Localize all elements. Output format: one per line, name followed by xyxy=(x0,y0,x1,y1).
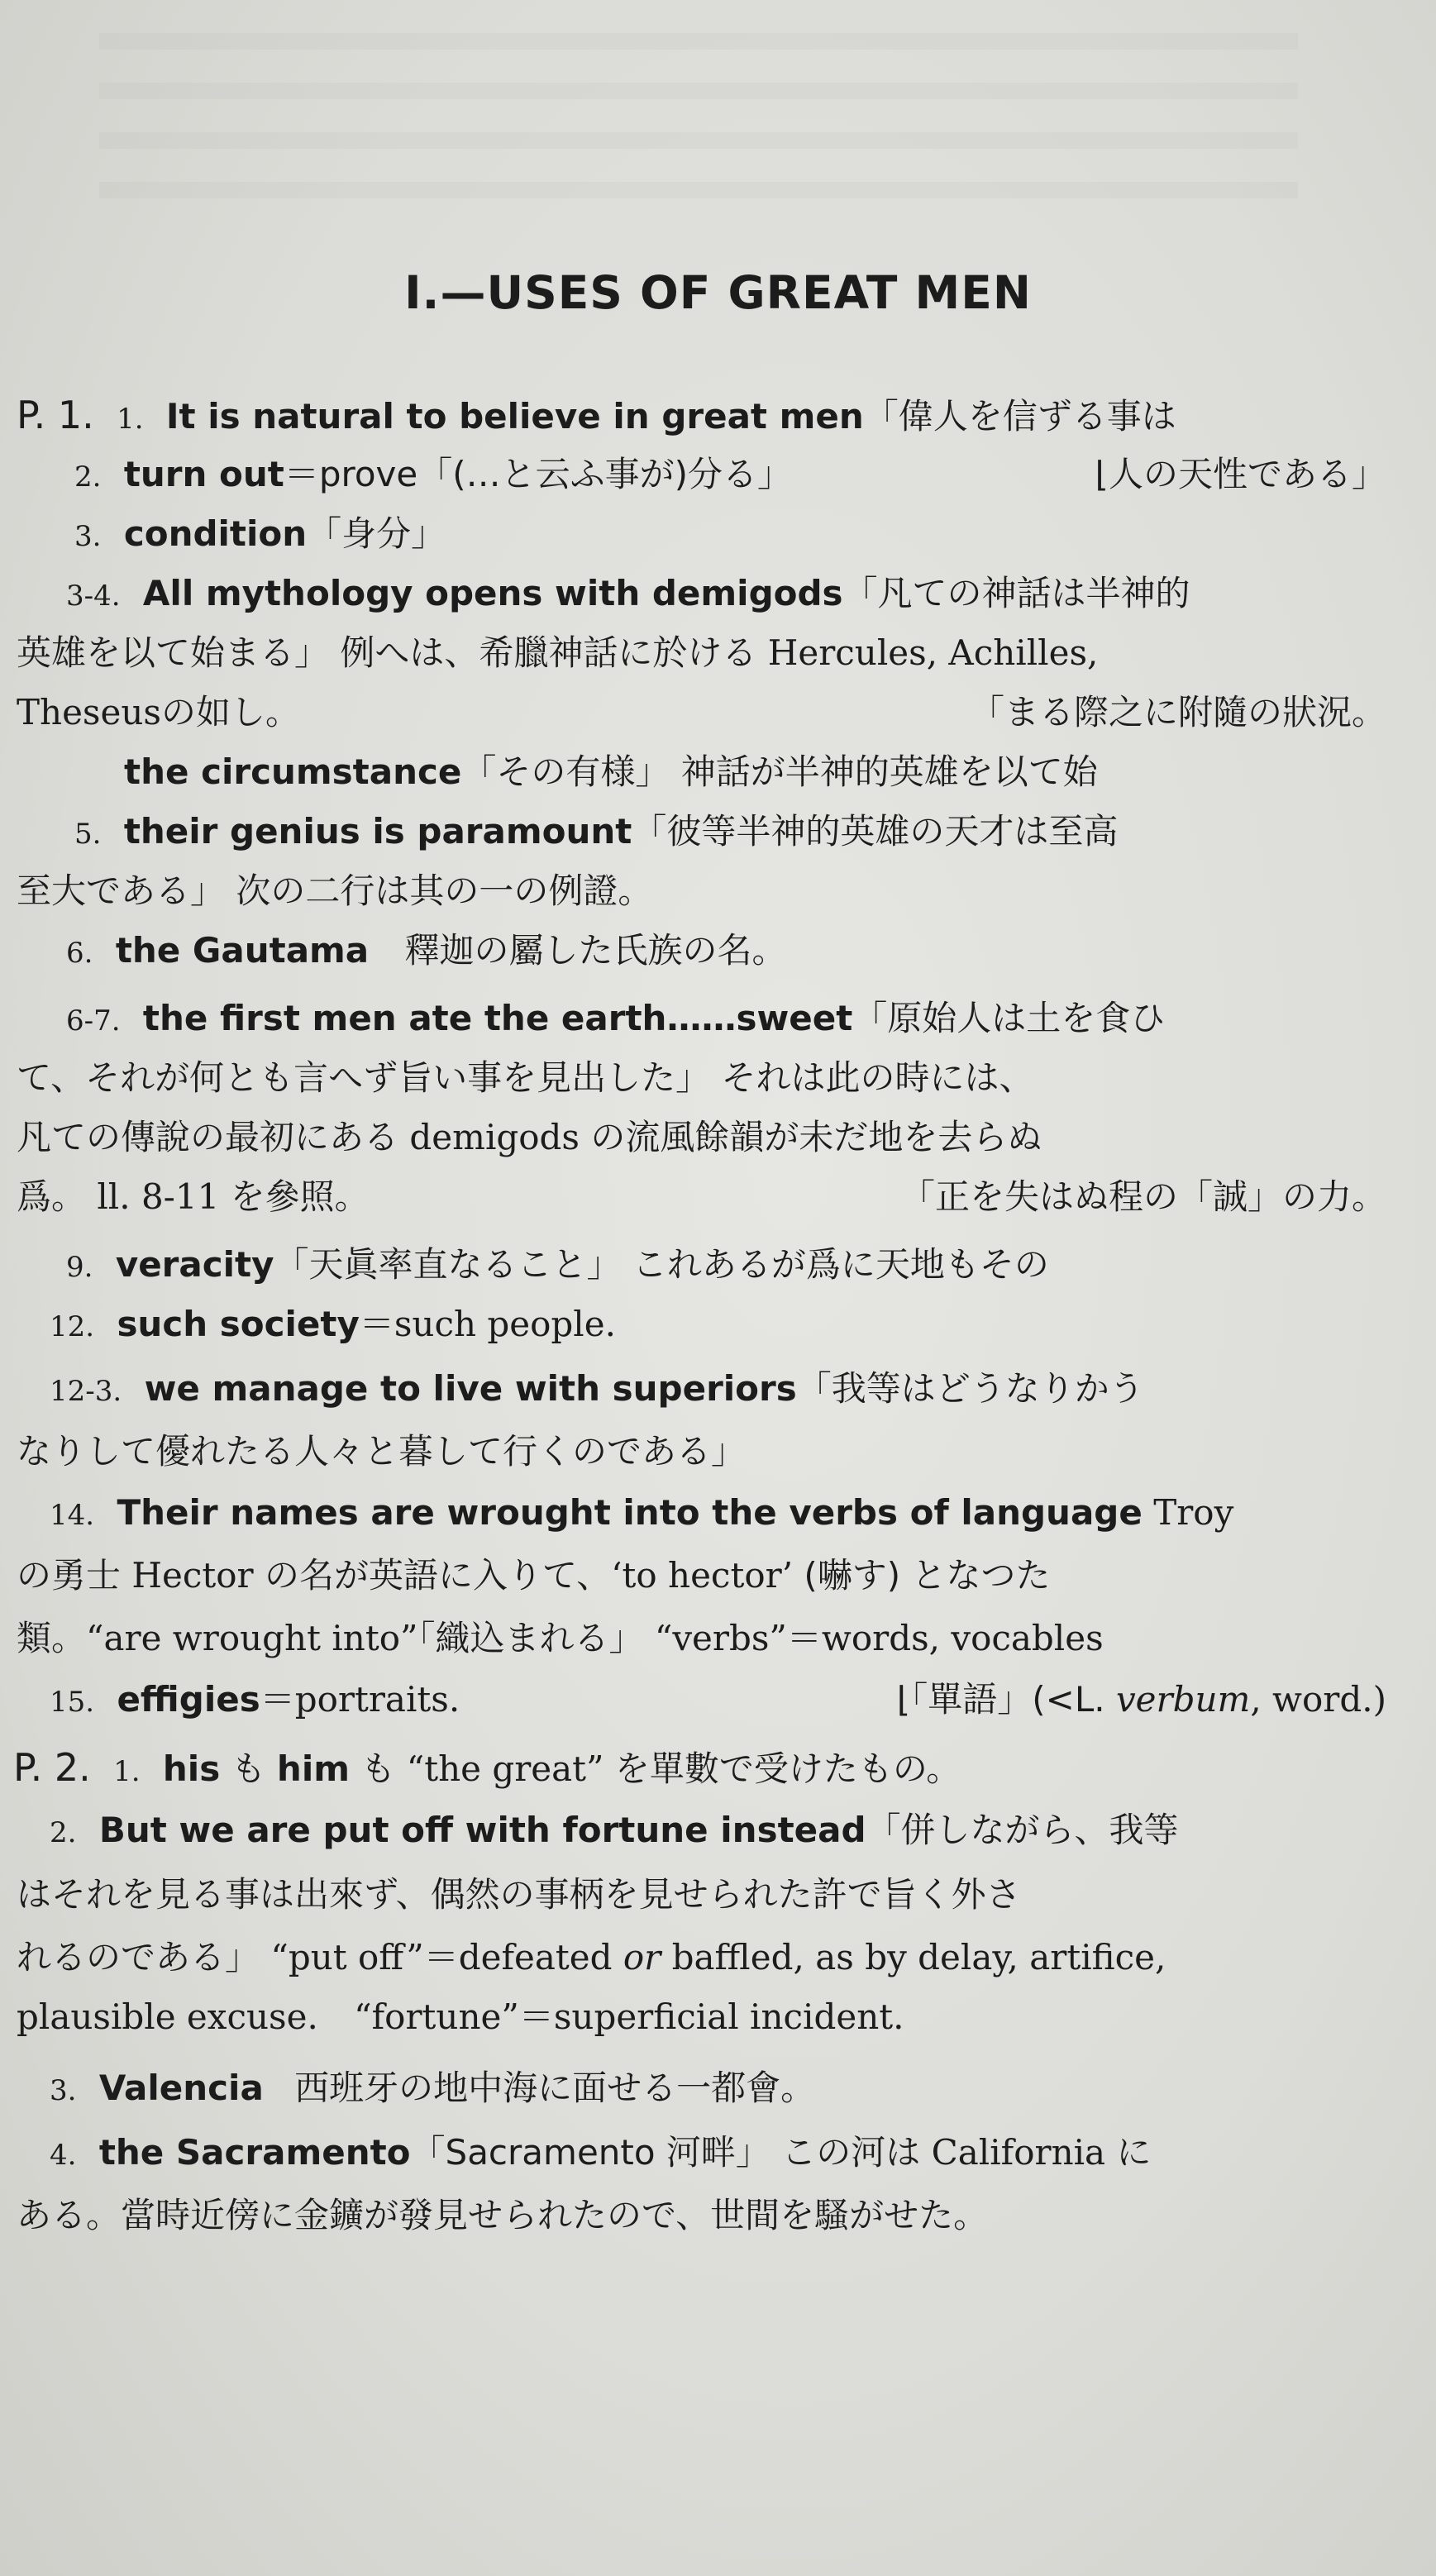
gloss: を單數で受けたもの。 xyxy=(614,1748,961,1789)
note-line xyxy=(50,1303,1386,1348)
note-line xyxy=(66,572,1386,618)
note-line xyxy=(50,2131,1386,2177)
note-line xyxy=(17,870,1386,913)
phrase: Valencia xyxy=(98,2068,264,2108)
line-number: 14. xyxy=(50,1499,95,1532)
phrase: the first men ate the earth……sweet xyxy=(142,998,853,1038)
name: Troy xyxy=(1153,1492,1234,1533)
line-number: 1. xyxy=(117,403,144,436)
note-line xyxy=(74,513,1386,558)
term: demigods xyxy=(409,1117,580,1157)
gloss: 凡ての傳說の最初にある xyxy=(17,1117,399,1157)
line-number: 1. xyxy=(113,1755,141,1788)
gloss: に xyxy=(1116,2132,1152,2173)
gloss: 「Sacramento 河畔」 この河は xyxy=(410,2132,921,2173)
line-number: 5. xyxy=(74,818,102,851)
gloss: 「偉人を信ずる事は xyxy=(863,396,1176,436)
note-line xyxy=(17,1996,1386,2039)
note-line xyxy=(17,1936,1386,1979)
phrase: But we are put off with fortune instead xyxy=(98,1810,866,1850)
line-number: 6. xyxy=(66,937,93,970)
note-line xyxy=(17,691,1386,734)
phrase: his xyxy=(162,1748,221,1789)
gloss: 「原始人は土を食ひ xyxy=(852,998,1166,1038)
gloss: 「彼等半神的英雄の天才は至高 xyxy=(632,811,1119,852)
gloss: れるのである」 xyxy=(17,1937,260,1977)
name: Theseus xyxy=(17,692,161,732)
note-line xyxy=(17,1176,1386,1219)
gloss: の如し。 xyxy=(160,692,300,732)
gloss: はそれを見る事は出來ず、偶然の事柄を見せられた許で旨く外さ xyxy=(17,1874,1021,1915)
phrase: the circumstance xyxy=(124,751,462,792)
gloss: ＝such people. xyxy=(359,1304,616,1344)
phrase: we manage to live with superiors xyxy=(144,1368,797,1409)
note-line xyxy=(50,1678,1386,1724)
line-number: 4. xyxy=(50,2139,77,2172)
gloss: 「凡ての神話は半神的 xyxy=(842,573,1190,613)
gloss: も xyxy=(360,1748,396,1789)
line-number: 15. xyxy=(50,1686,95,1719)
note-line xyxy=(17,2194,1386,2237)
note-line xyxy=(50,1491,1386,1537)
line-number: 2. xyxy=(74,460,102,494)
note-line xyxy=(66,997,1386,1042)
note-line xyxy=(17,1873,1386,1916)
note-line xyxy=(66,929,1386,975)
note-line xyxy=(17,394,1386,441)
name: Hector xyxy=(131,1555,254,1596)
note-line xyxy=(124,751,1386,794)
gloss: 西班牙の地中海に面せる一都會。 xyxy=(294,2068,816,2108)
line-number: 12. xyxy=(50,1310,95,1343)
gloss-continued: 「まる際之に附隨の狀況。 xyxy=(969,692,1386,732)
gloss: 「その有様」 神話が半神的英雄を以て始 xyxy=(461,751,1098,792)
gloss: て、それが何とも言へず旨い事を見出した」 それは此の時には、 xyxy=(17,1057,1034,1098)
gloss: の流風餘韻が未だ地を去らぬ xyxy=(590,1117,1042,1157)
note-line xyxy=(17,1554,1386,1597)
note-line xyxy=(50,1809,1386,1854)
gloss: 類。 xyxy=(17,1618,87,1658)
line-number: 12-3. xyxy=(50,1375,122,1408)
line-number: 9. xyxy=(66,1251,93,1284)
definition: “put off”＝defeated xyxy=(270,1937,613,1977)
gloss: 「天眞率直なること」 これあるが爲に天地もその xyxy=(274,1244,1049,1285)
phrase: such society xyxy=(117,1304,360,1344)
page-ref: P. 2. xyxy=(13,1745,91,1790)
gloss: 「織込まれる」 xyxy=(417,1618,644,1658)
page-ref: P. 1. xyxy=(17,393,94,437)
note-line xyxy=(13,1746,1386,1793)
gloss: の勇士 xyxy=(17,1555,122,1596)
gloss: ＝portraits. xyxy=(260,1679,460,1720)
gloss-continued: ⌊人の天性である」 xyxy=(1095,454,1386,494)
line-number: 3. xyxy=(74,520,102,553)
gloss: を參照。 xyxy=(230,1176,370,1217)
etymology: ⌊「單語」(<L. verbum, word.) xyxy=(896,1679,1386,1720)
bleed-through-text xyxy=(99,33,1298,223)
definition: baffled, as by delay, artifice, xyxy=(671,1937,1166,1977)
line-ref: ll. 8-11 xyxy=(97,1176,220,1217)
line-number: 2. xyxy=(50,1816,77,1849)
phrase: turn out xyxy=(123,454,284,494)
gloss: ある。當時近傍に金鑛が發見せられたので、世間を騷がせた。 xyxy=(17,2195,989,2235)
gloss: (嚇す) となつた xyxy=(804,1555,1051,1596)
gloss: の名が英語に入りて、 xyxy=(264,1555,612,1596)
line-number: 3-4. xyxy=(66,580,121,613)
phrase: him xyxy=(276,1748,350,1789)
note-line xyxy=(17,1057,1386,1100)
note-line xyxy=(17,1116,1386,1159)
gloss: 「我等はどうなりかう xyxy=(796,1368,1144,1409)
gloss: なりして優れたる人々と暮して行くのである」 xyxy=(17,1431,747,1472)
phrase: their genius is paramount xyxy=(123,811,632,852)
phrase: Their names are wrought into the verbs of language xyxy=(117,1492,1143,1533)
quoted-term: ‘to hector’ xyxy=(611,1555,794,1596)
gloss: 「身分」 xyxy=(307,513,446,554)
phrase: the Gautama xyxy=(115,930,370,971)
gloss: 爲。 xyxy=(17,1176,87,1217)
note-line xyxy=(17,632,1386,675)
note-line xyxy=(50,1367,1386,1413)
chapter-title: I.—USES OF GREAT MEN xyxy=(404,266,1032,319)
note-line xyxy=(74,453,1386,499)
line-number: 6-7. xyxy=(66,1004,121,1038)
line-number: 3. xyxy=(50,2074,77,2107)
quoted-term: “are wrought into” xyxy=(86,1618,418,1658)
note-line xyxy=(50,2067,1386,2112)
note-line xyxy=(74,810,1386,856)
gloss-continued: 「正を失はぬ程の「誠」の力。 xyxy=(899,1176,1386,1217)
phrase: It is natural to believe in great men xyxy=(165,396,864,436)
gloss: 英雄を以て始まる」 例へは、希臘神話に於ける xyxy=(17,632,757,673)
note-line xyxy=(17,1430,1386,1473)
gloss: 「併しながら、我等 xyxy=(866,1810,1179,1850)
quoted-term: “the great” xyxy=(406,1748,604,1789)
definition: plausible excuse. xyxy=(17,1996,318,2037)
phrase: effigies xyxy=(117,1679,260,1720)
phrase: All mythology opens with demigods xyxy=(142,573,843,613)
gloss: 至大である」 次の二行は其の一の例證。 xyxy=(17,871,653,911)
phrase: condition xyxy=(123,513,308,554)
phrase: veracity xyxy=(115,1244,274,1285)
gloss: も xyxy=(231,1748,266,1789)
phrase: the Sacramento xyxy=(98,2132,411,2173)
gloss: ＝prove「(…と云ふ事が)分る」 xyxy=(284,454,793,494)
italic-or: or xyxy=(623,1937,661,1977)
gloss: 釋迦の屬した氏族の名。 xyxy=(404,930,787,971)
note-line xyxy=(66,1243,1386,1289)
quoted-term: “verbs”＝words, vocables xyxy=(654,1618,1104,1658)
definition: “fortune”＝superficial incident. xyxy=(354,1996,904,2037)
place-name: California xyxy=(931,2132,1106,2173)
names: Hercules, Achilles, xyxy=(767,632,1099,673)
note-line xyxy=(17,1617,1386,1660)
